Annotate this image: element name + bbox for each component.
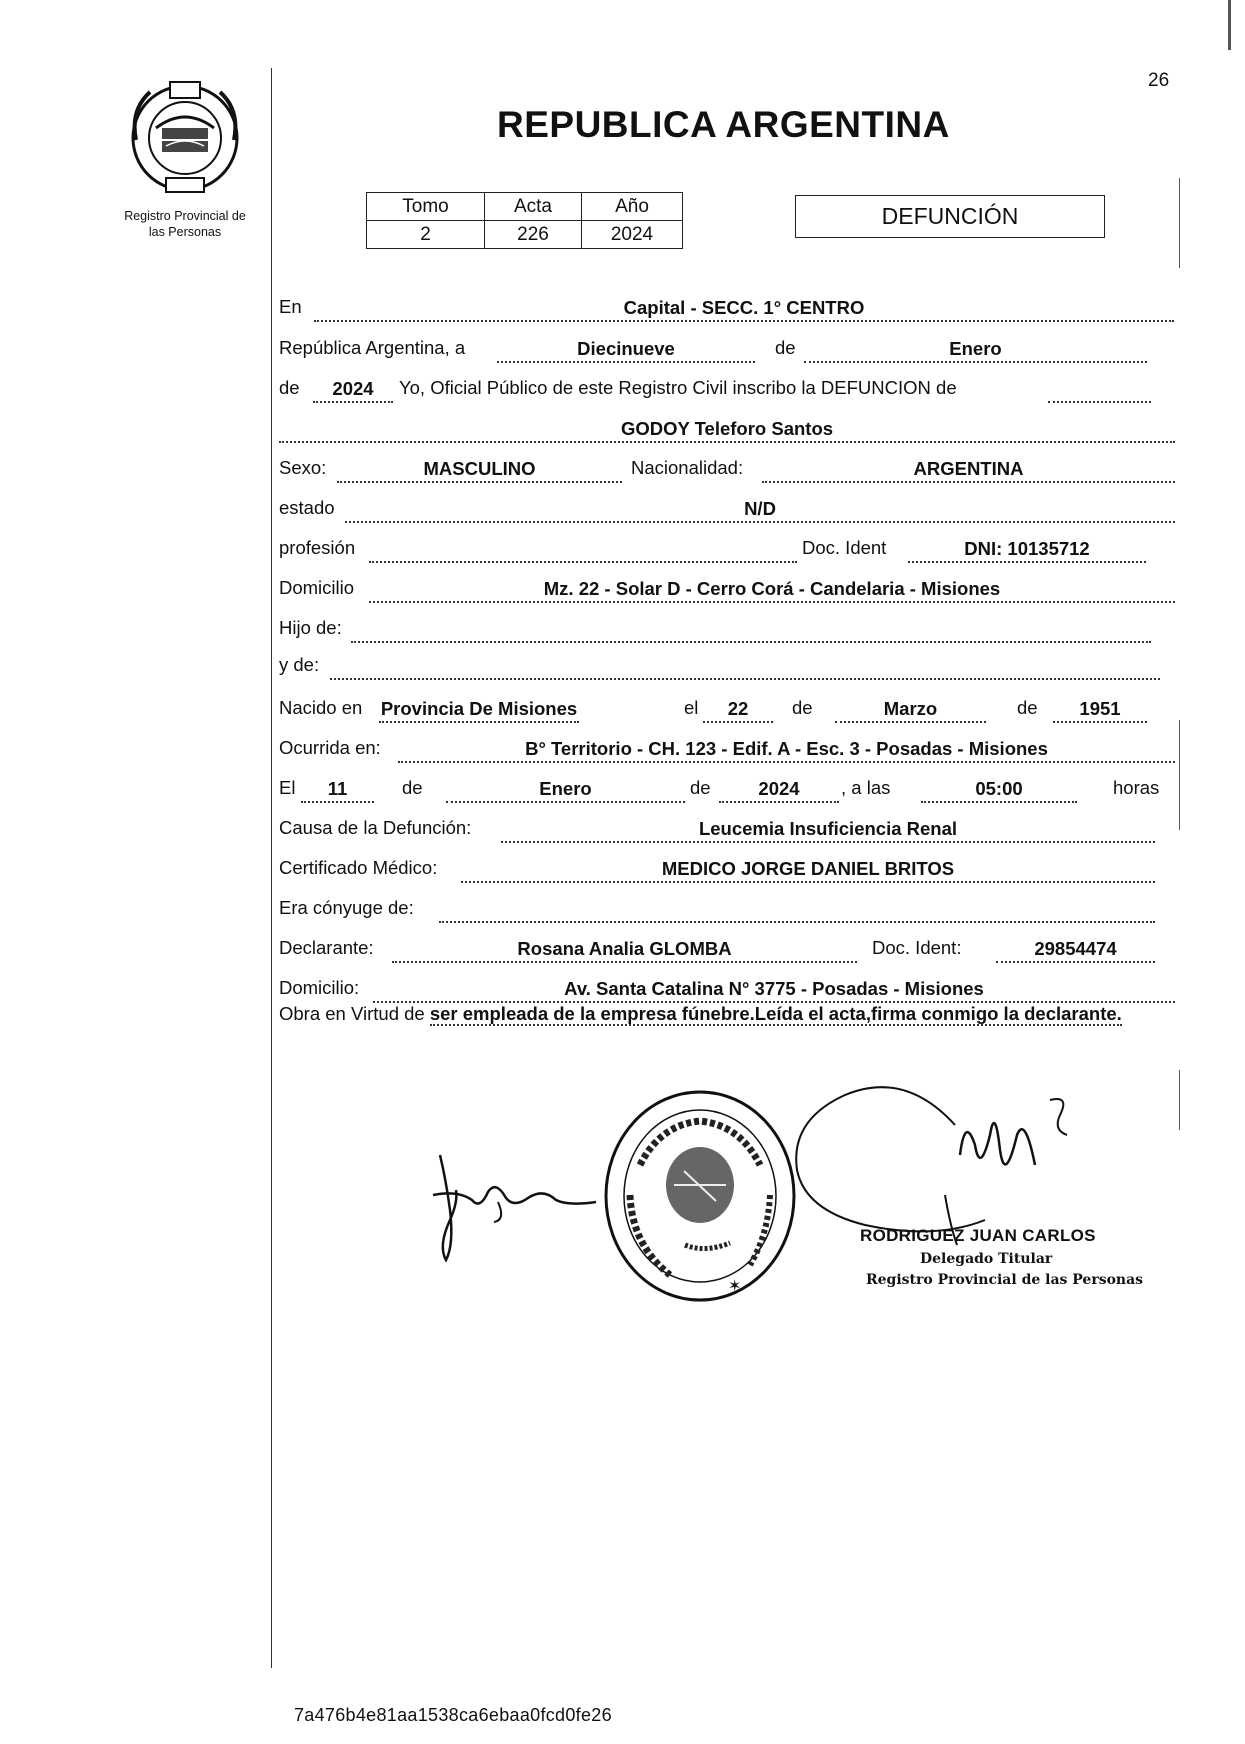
acta-header: Acta	[485, 193, 582, 221]
document-title: REPUBLICA ARGENTINA	[497, 104, 950, 145]
row-ocurrida: Ocurrida en: B° Territorio - CH. 123 - Edif. A - Esc. 3 - Posadas - Misiones	[279, 729, 1179, 765]
obra-en-virtud: Obra en Virtud de ser empleada de la empresa fúnebre.Leída el acta,firma conmigo la declarante.	[279, 1003, 1122, 1024]
document-hash: 7a476b4e81aa1538ca6ebaa0fcd0fe26	[294, 1705, 612, 1725]
registrar-org: Registro Provincial de las Personas	[866, 1272, 1144, 1288]
svg-text:✶: ✶	[728, 1278, 742, 1295]
profesion-field	[369, 537, 797, 563]
estado-civil-field: N/D	[345, 497, 1175, 523]
declarante-doc-field: 29854474	[996, 937, 1155, 963]
nacionalidad-field: ARGENTINA	[762, 457, 1175, 483]
row-y-de: y de:	[279, 646, 1179, 682]
conyuge-field	[439, 897, 1155, 923]
fallec-mes-field: Enero	[446, 777, 685, 803]
row-domicilio: Domicilio Mz. 22 - Solar D - Cerro Corá - Candelaria - Misiones	[279, 569, 1179, 605]
sexo-field: MASCULINO	[337, 457, 622, 483]
declarant-signature	[428, 1150, 598, 1270]
row-inscripcion: de 2024 Yo, Oficial Público de este Registro Civil inscribo la DEFUNCION de	[279, 369, 1179, 405]
row-fallecimiento: El 11 de Enero de 2024 , a las 05:00 horas	[279, 769, 1179, 805]
row-conyuge: Era cónyuge de:	[279, 889, 1179, 925]
row-declarante: Declarante: Rosana Analia GLOMBA Doc. Ident: 29854474	[279, 929, 1179, 965]
fecha-anio-field: 2024	[313, 377, 393, 403]
registrar-name: RODRIGUEZ JUAN CARLOS	[860, 1226, 1096, 1245]
anio-value: 2024	[582, 221, 683, 249]
row-declarante-domicilio: Domicilio: Av. Santa Catalina N° 3775 - Posadas - Misiones	[279, 969, 1179, 1005]
nombre-fallecido-field: GODOY Teleforo Santos	[279, 417, 1175, 443]
obra-field: ser empleada de la empresa fúnebre.Leída el acta,firma conmigo la declarante.	[429, 1003, 1122, 1024]
row-hijo-de: Hijo de:	[279, 609, 1179, 645]
row-fecha: República Argentina, a Diecinueve de Enero	[279, 329, 1179, 365]
fecha-dia-field: Diecinueve	[497, 337, 755, 363]
record-type-box: DEFUNCIÓN	[795, 195, 1105, 238]
certificado-medico-field: MEDICO JORGE DANIEL BRITOS	[461, 857, 1155, 883]
fallec-dia-field: 11	[301, 777, 374, 803]
fallec-anio-field: 2024	[719, 777, 839, 803]
row-sexo: Sexo: MASCULINO Nacionalidad: ARGENTINA	[279, 449, 1179, 485]
y-de-field	[330, 654, 1160, 680]
reference-table	[366, 192, 683, 249]
row-nombre	[279, 409, 1179, 445]
scan-edge-mark	[1228, 0, 1231, 50]
fallec-hora-field: 05:00	[921, 777, 1077, 803]
documento-field: DNI: 10135712	[908, 537, 1146, 563]
lugar-field: Capital - SECC. 1° CENTRO	[314, 296, 1174, 322]
page-number: 26	[1148, 70, 1170, 91]
provincial-coat-of-arms-logo	[126, 80, 244, 198]
nacido-dia-field: 22	[703, 697, 773, 723]
nacido-anio-field: 1951	[1053, 697, 1147, 723]
row-profesion: profesión Doc. Ident DNI: 10135712	[279, 529, 1179, 565]
tomo-value: 2	[367, 221, 485, 249]
acta-value: 226	[485, 221, 582, 249]
tomo-header: Tomo	[367, 193, 485, 221]
right-edge-mark	[1179, 178, 1180, 268]
ocurrida-lugar-field: B° Territorio - CH. 123 - Edif. A - Esc. 3 - Posadas - Misiones	[398, 737, 1175, 763]
row-estado: estado N/D	[279, 489, 1179, 525]
logo-caption: Registro Provincial de las Personas	[124, 209, 246, 239]
row-en: En Capital - SECC. 1° CENTRO	[279, 288, 1179, 324]
nacido-mes-field: Marzo	[835, 697, 986, 723]
left-margin-line	[271, 68, 272, 1668]
row-nacido: Nacido en Provincia De Misiones el 22 de Marzo de 1951	[279, 689, 1179, 725]
declarante-field: Rosana Analia GLOMBA	[392, 937, 857, 963]
hijo-de-field	[351, 617, 1151, 643]
right-edge-mark	[1179, 1070, 1180, 1130]
official-seal	[600, 1085, 800, 1307]
anio-header: Año	[582, 193, 683, 221]
right-edge-mark	[1179, 720, 1180, 830]
causa-defuncion-field: Leucemia Insuficiencia Renal	[501, 817, 1155, 843]
declarante-domicilio-field: Av. Santa Catalina N° 3775 - Posadas - Misiones	[373, 977, 1175, 1003]
registrar-role: Delegado Titular	[920, 1251, 1053, 1267]
inscripcion-blank	[1048, 377, 1151, 403]
nacido-lugar-field: Provincia De Misiones	[379, 697, 579, 723]
row-causa: Causa de la Defunción: Leucemia Insuficiencia Renal	[279, 809, 1179, 845]
row-certificado: Certificado Médico: MEDICO JORGE DANIEL BRITOS	[279, 849, 1179, 885]
fecha-mes-field: Enero	[804, 337, 1147, 363]
domicilio-field: Mz. 22 - Solar D - Cerro Corá - Candelaria - Misiones	[369, 577, 1175, 603]
